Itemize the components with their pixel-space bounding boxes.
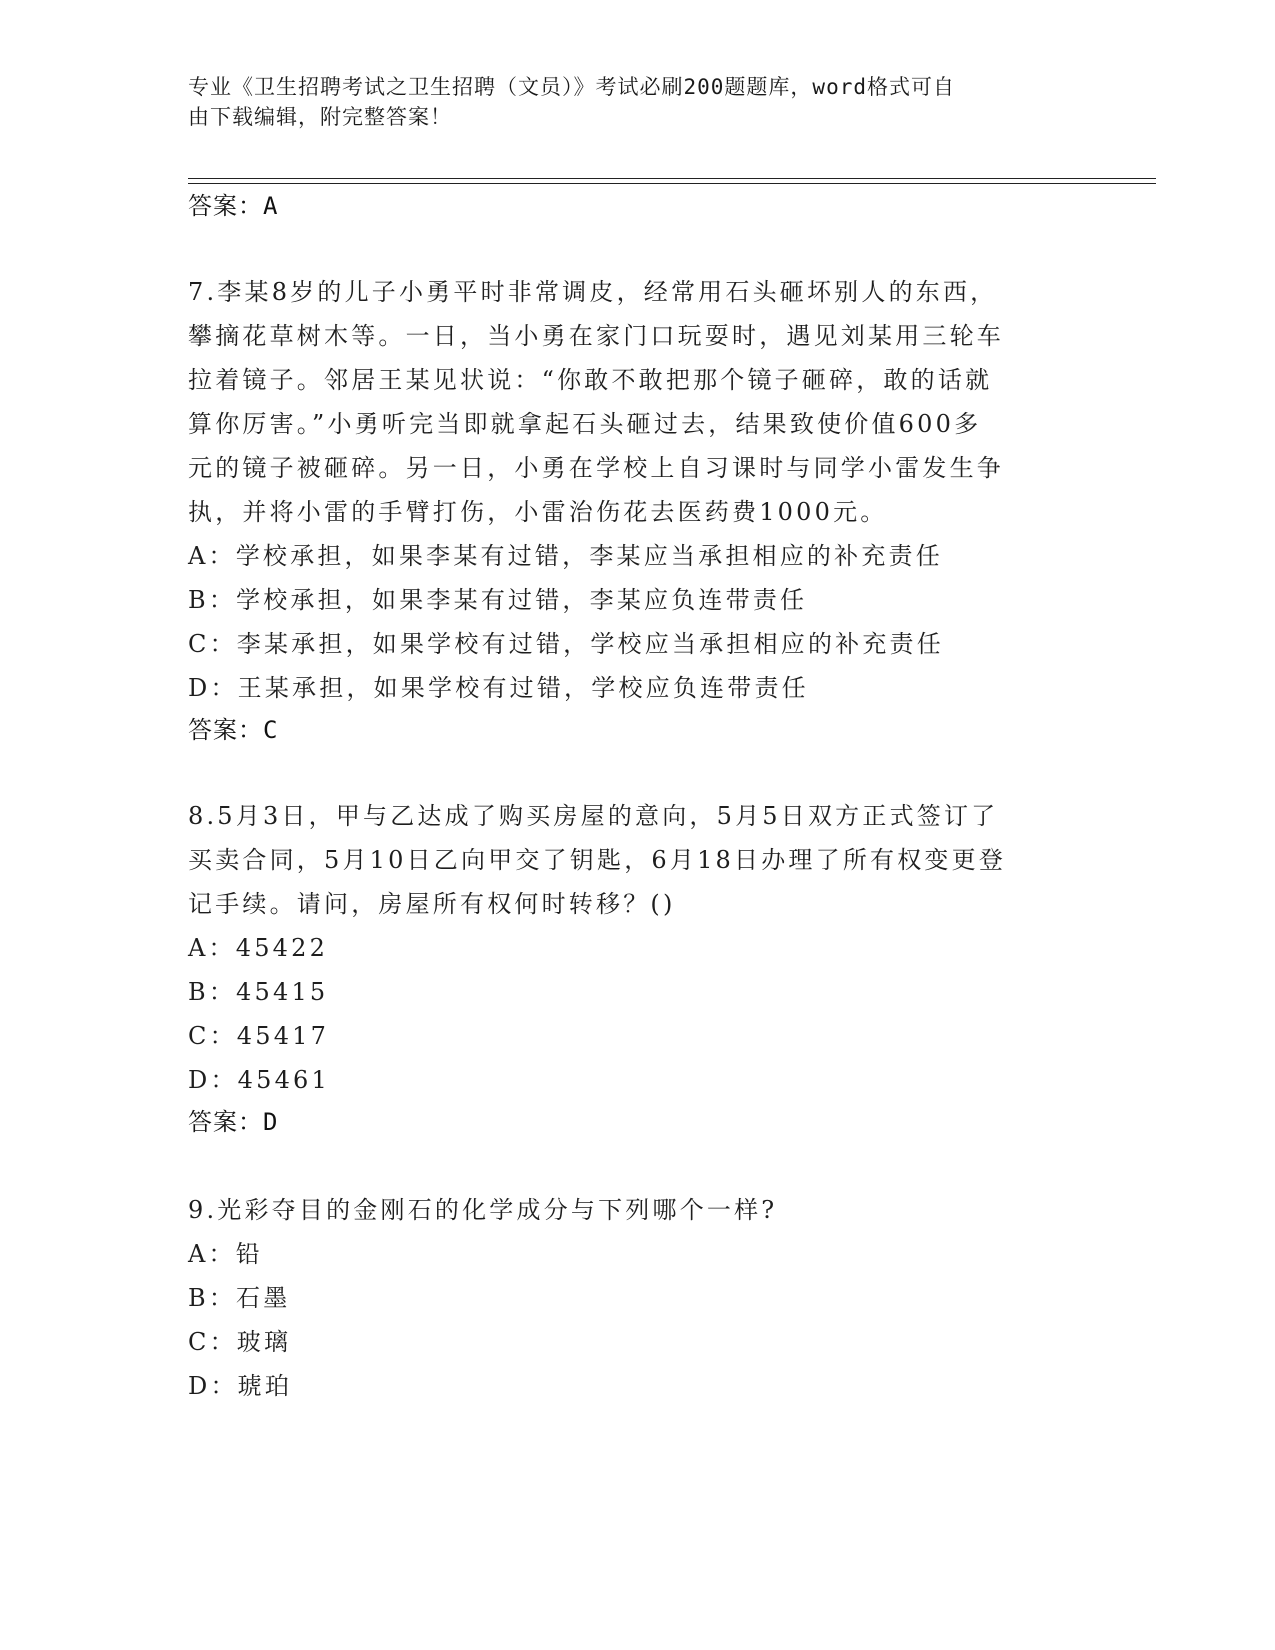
option-c: C：45417 (188, 1022, 330, 1050)
header-line-2: 由下载编辑，附完整答案！ (188, 105, 452, 129)
question-text-line: 记手续。请问，房屋所有权何时转移？() (188, 890, 676, 918)
document-header (188, 72, 1068, 132)
option-c: C：李某承担，如果学校有过错，学校应当承担相应的补充责任 (188, 630, 944, 658)
answer-previous: 答案：A (188, 192, 279, 220)
option-d: D：琥珀 (188, 1372, 293, 1400)
option-d: D：45461 (188, 1066, 330, 1094)
question-text-line: 7.李某8岁的儿子小勇平时非常调皮，经常用石头砸坏别人的东西， (188, 278, 998, 306)
option-a: A：学校承担，如果李某有过错，李某应当承担相应的补充责任 (188, 542, 943, 570)
answer-q8: 答案：D (188, 1108, 279, 1136)
question-text-line: 9.光彩夺目的金刚石的化学成分与下列哪个一样? (188, 1196, 778, 1224)
option-a: A：铅 (188, 1240, 263, 1268)
option-b: B：45415 (188, 978, 329, 1006)
header-line-1: 专业《卫生招聘考试之卫生招聘（文员）》考试必刷200题题库，word格式可自 (188, 75, 955, 99)
option-a: A：45422 (188, 934, 329, 962)
answer-q7: 答案：C (188, 716, 279, 744)
question-text-line: 拉着镜子。邻居王某见状说：“你敢不敢把那个镜子砸碎，敢的话就 (188, 366, 993, 394)
header-divider-top (188, 178, 1156, 179)
question-text-line: 算你厉害。”小勇听完当即就拿起石头砸过去，结果致使价值600多 (188, 410, 982, 438)
header-divider-bottom (188, 183, 1156, 184)
option-c: C：玻璃 (188, 1328, 292, 1356)
question-text-line: 元的镜子被砸碎。另一日，小勇在学校上自习课时与同学小雷发生争 (188, 454, 1004, 482)
option-d: D：王某承担，如果学校有过错，学校应负连带责任 (188, 674, 809, 702)
option-b: B：石墨 (188, 1284, 291, 1312)
question-text-line: 攀摘花草树木等。一日，当小勇在家门口玩耍时，遇见刘某用三轮车 (188, 322, 1004, 350)
question-text-line: 8.5月3日，甲与乙达成了购买房屋的意向，5月5日双方正式签订了 (188, 802, 999, 830)
option-b: B：学校承担，如果李某有过错，李某应负连带责任 (188, 586, 808, 614)
question-text-line: 买卖合同，5月10日乙向甲交了钥匙，6月18日办理了所有权变更登 (188, 846, 1007, 874)
question-text-line: 执，并将小雷的手臂打伤，小雷治伤花去医药费1000元。 (188, 498, 888, 526)
